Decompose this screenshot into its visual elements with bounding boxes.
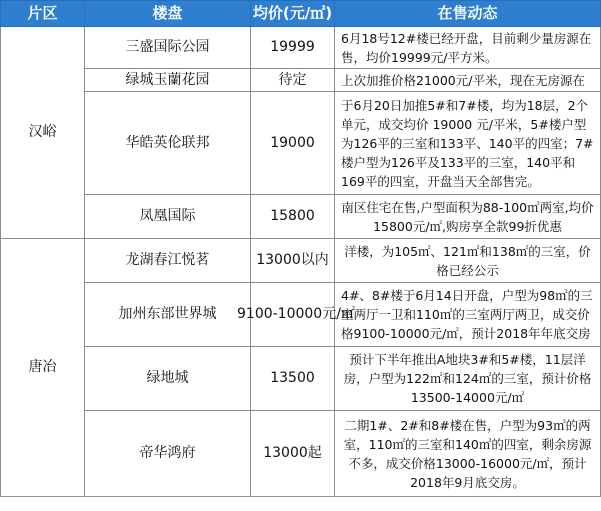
- project-name: 绿城玉蘭花园: [85, 69, 251, 92]
- project-status: 南区住宅在售,户型面积为88-100㎡两室,均价15800元/㎡,购房享全款99折优惠: [335, 195, 601, 239]
- region-tangye: 唐冶: [1, 239, 85, 497]
- table-row: [1, 347, 601, 411]
- table-row: [1, 239, 601, 283]
- project-name: 加州东部世界城: [85, 283, 251, 347]
- project-status: 预计下半年推出A地块3#和5#楼，11层洋房，户型为122㎡和124㎡的三室，预计价格13500-14000元/㎡: [335, 347, 601, 411]
- project-status: 4#、8#楼于6月14日开盘，户型为98㎡的三室两厅一卫和110㎡的三室两厅两卫，成交价格9100-10000元/㎡，预计2018年年底交房: [335, 283, 601, 347]
- header-row: [1, 1, 601, 27]
- project-name: 华皓英伦联邦: [85, 92, 251, 195]
- header-status: 在售动态: [335, 1, 601, 27]
- header-price: 均价(元/㎡): [251, 1, 335, 27]
- project-price: 待定: [251, 69, 335, 92]
- project-status: 6月18号12#楼已经开盘，目前剩少量房源在售，均价19999元/平方米。: [335, 27, 601, 69]
- table-row: [1, 283, 601, 347]
- table-row: [1, 195, 601, 239]
- project-name: 三盛国际公园: [85, 27, 251, 69]
- project-price: 19000: [251, 92, 335, 195]
- project-price: 13000起: [251, 411, 335, 497]
- project-price: 13500: [251, 347, 335, 411]
- project-status: 二期1#、2#和8#楼在售，户型为93㎡的两室，110㎡的三室和140㎡的四室，剩余房源不多，成交价格13000-16000元/㎡，预计2018年9月底交房。: [335, 411, 601, 497]
- project-status: 上次加推价格21000元/平米，现在无房源在: [335, 69, 601, 92]
- project-price: 13000以内: [251, 239, 335, 283]
- region-hanyu: 汉峪: [1, 27, 85, 239]
- project-price: 9100-10000元/㎡: [251, 283, 335, 347]
- header-region: 片区: [1, 1, 85, 27]
- table-row: [1, 27, 601, 69]
- project-status: 于6月20日加推5#和7#楼，均为18层，2个单元，成交均价 19000 元/平米，5#楼户型为126平的三室和133平、140平的四室；7#楼户型为126平及133平的三室，140平和169平的四室，开盘当天全部售完。: [335, 92, 601, 195]
- table-row: [1, 411, 601, 497]
- project-price: 15800: [251, 195, 335, 239]
- project-price: 19999: [251, 27, 335, 69]
- project-name: 龙湖春江悦茗: [85, 239, 251, 283]
- table-row: [1, 69, 601, 92]
- project-name: 凤凰国际: [85, 195, 251, 239]
- header-project: 楼盘: [85, 1, 251, 27]
- project-name: 帝华鸿府: [85, 411, 251, 497]
- project-name: 绿地城: [85, 347, 251, 411]
- table-row: [1, 92, 601, 195]
- project-status: 洋楼，为105㎡、121㎡和138㎡的三室，价格已经公示: [335, 239, 601, 283]
